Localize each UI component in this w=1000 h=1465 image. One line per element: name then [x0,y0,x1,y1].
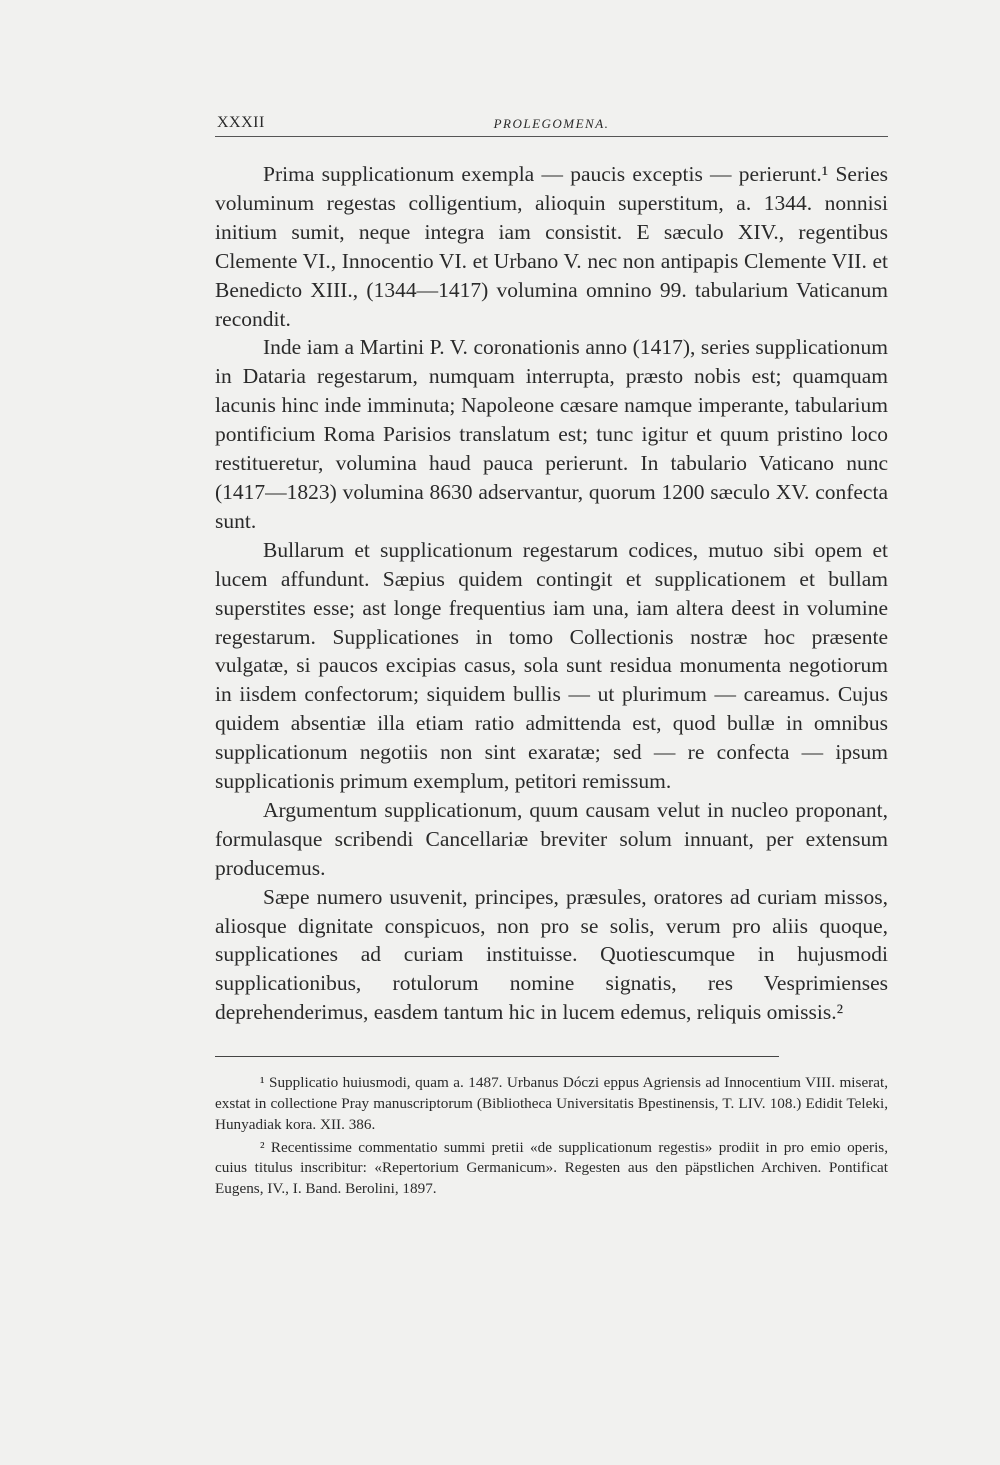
paragraph: Inde iam a Martini P. V. coronationis anno (1417), series supplicationum in Dataria regestarum, numquam interrupta, præsto nobis est; quamquam lacunis hinc inde imminuta; Napoleone cæsare namque imperante, tabularium pontificium Roma Parisios translatum est; tunc igitur et quum pristino loco restitueretur, volumina haud pauca perierunt. In tabulario Vaticano nunc (1417—1823) volumina 8630 adservantur, quorum 1200 sæculo XV. confecta sunt. [215,335,888,533]
paragraph: Prima supplicationum exempla — paucis exceptis — perierunt.¹ Series voluminum regestas colligentium, alioquin superstitum, a. 1344. nonnisi initium sumit, neque integra iam consistit. E sæculo XIV., regentibus Clemente VI., Innocentio VI. et Urbano V. nec non antipapis Clemente VII. et Benedicto XIII., (1344—1417) volumina omnino 99. tabularium Vaticanum recondit. [215,162,888,331]
footnote: ¹ Supplicatio huiusmodi, quam a. 1487. Urbanus Dóczi eppus Agriensis ad Innocentium VIII. miserat, exstat in collectione Pray manuscriptorum (Bibliotheca Universitatis Bpestinensis, T. LIV. 108.) Edidit Teleki, Hunyadiak kora. XII. 386. [215,1074,888,1133]
page-number: XXXII [217,114,265,131]
footnote: ² Recentissime commentatio summi pretii «de supplicationum regestis» prodiit in pro emio operis, cuius titulus inscribitur: «Repertorium Germanicum». Regesten aus den päpstlichen Archiven. Pontificat Eugens, IV., I. Band. Berolini, 1897. [215,1138,888,1198]
footnotes [215,1073,888,1200]
page [215,112,888,1200]
running-head [215,112,888,137]
paragraph: Sæpe numero usuvenit, principes, præsules, oratores ad curiam missos, aliosque dignitate conspicuos, non pro se solis, verum pro aliis quoque, supplicationes ad curiam instituisse. Quotiescumque in hujusmodi supplicationibus, rotulorum nomine signatis, res Vesprimienses deprehenderimus, easdem tantum hic in lucem edemus, reliquis omissis.² [215,884,888,1025]
paragraph: Bullarum et supplicationum regestarum codices, mutuo sibi opem et lucem affundunt. Sæpius quidem contingit et supplicationem et bullam superstites esse; ast longe frequentius iam una, iam altera deest in volumine regestarum. Supplicationes in tomo Collectionis nostræ hoc præsente vulgatæ, si paucos excipias casus, sola sunt residua monumenta negotiorum in iisdem confectorum; siquidem bullis — ut plurimum — careamus. Cujus quidem absentiæ illa etiam ratio admittenda est, quod bullæ in omnibus supplicationum negotiis non sint exaratæ; sed — re confecta — ipsum supplicationis primum exemplum, petitori remissum. [215,537,888,794]
paragraph: Argumentum supplicationum, quum causam velut in nucleo proponant, formulasque scribendi Cancellariæ breviter solum innuant, per extensum producemus. [215,797,888,880]
footnote-divider [215,1056,779,1057]
running-title: PROLEGOMENA. [493,116,610,131]
body-text [215,160,888,1027]
